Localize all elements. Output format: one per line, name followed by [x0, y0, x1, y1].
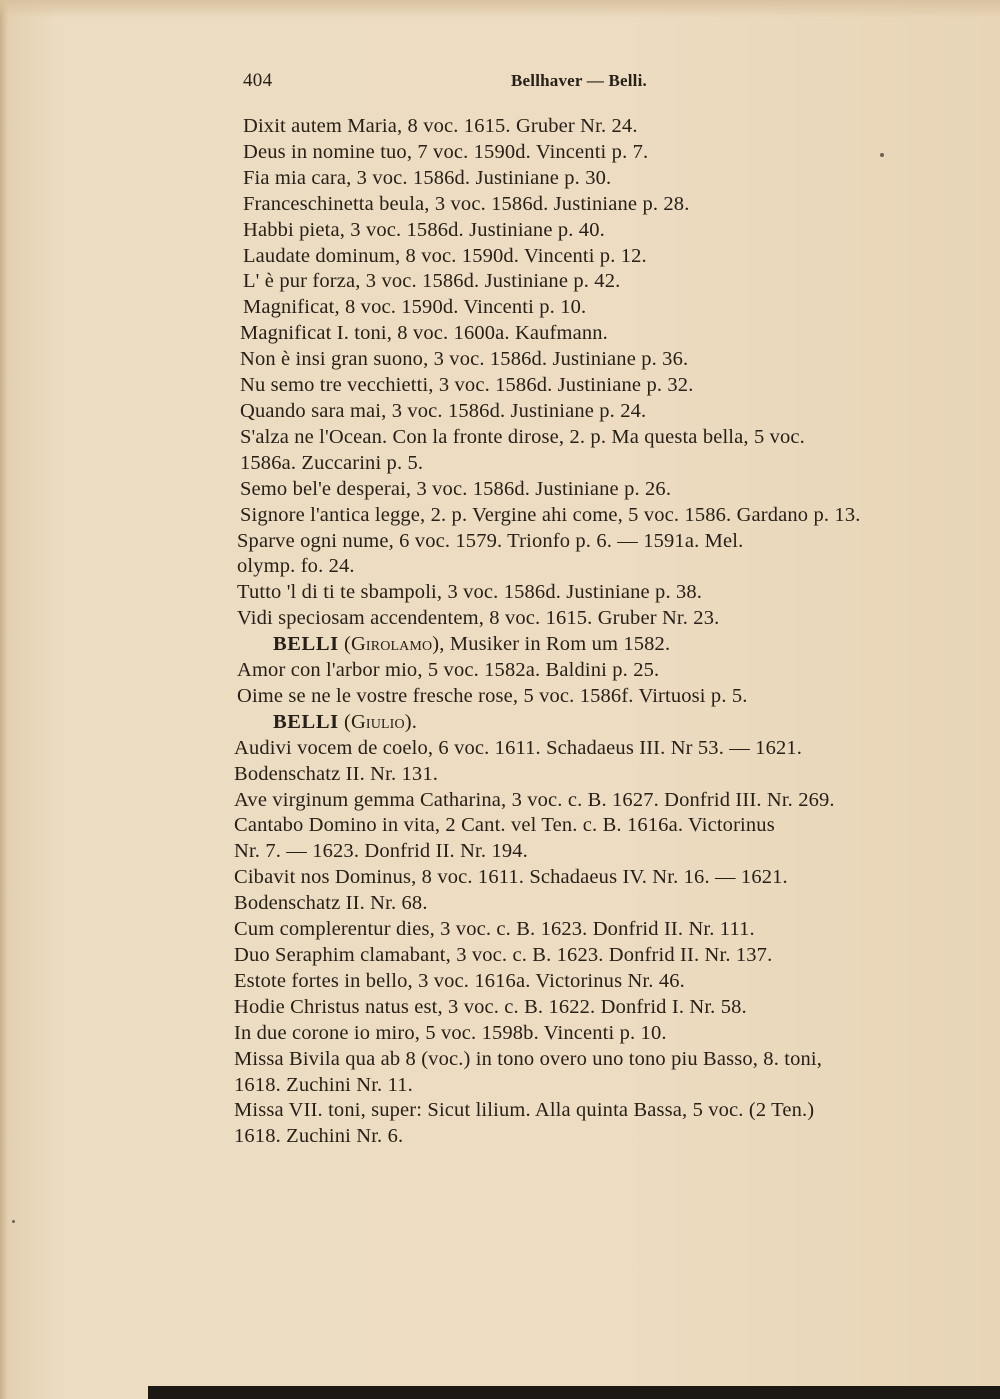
composer-description: . — [411, 710, 418, 733]
page-top-edge-shadow — [0, 0, 1000, 18]
catalog-entry: In due corone io miro, 5 voc. 1598b. Vincenti p. 10. — [234, 1021, 667, 1044]
catalog-entry: Missa VII. toni, super: Sicut lilium. Alla quinta Bassa, 5 voc. (2 Ten.) — [234, 1099, 815, 1122]
catalog-entry: Ave virginum gemma Catharina, 3 voc. c. B. 1627. Donfrid III. Nr. 269. — [234, 788, 835, 811]
catalog-entry: Vidi speciosam accendentem, 8 voc. 1615. Gruber Nr. 23. — [237, 607, 720, 630]
catalog-entry: Deus in nomine tuo, 7 voc. 1590d. Vincenti p. 7. — [243, 140, 649, 163]
catalog-entry: L' è pur forza, 3 voc. 1586d. Justiniane p. 42. — [243, 270, 621, 293]
catalog-entry: Oime se ne le vostre fresche rose, 5 voc. 1586f. Virtuosi p. 5. — [237, 684, 748, 707]
page-header — [243, 70, 943, 96]
catalog-entry: Cibavit nos Dominus, 8 voc. 1611. Schadaeus IV. Nr. 16. — 1621. — [234, 866, 788, 889]
catalog-entry-continuation: 1618. Zuchini Nr. 11. — [234, 1073, 413, 1096]
catalog-entry: Quando sara mai, 3 voc. 1586d. Justiniane p. 24. — [240, 399, 647, 422]
catalog-entry: Amor con l'arbor mio, 5 voc. 1582a. Baldini p. 25. — [237, 659, 660, 682]
composer-description: , Musiker in Rom um 1582. — [439, 633, 671, 656]
catalog-entry: Sparve ogni nume, 6 voc. 1579. Trionfo p. 6. — 1591a. Mel. — [237, 529, 744, 552]
catalog-entry: Cum complerentur dies, 3 voc. c. B. 1623. Donfrid II. Nr. 111. — [234, 918, 755, 941]
running-head: Bellhaver — Belli. — [511, 71, 647, 90]
composer-heading: BELLI (Giulio). — [273, 710, 418, 733]
catalog-entry: S'alza ne l'Ocean. Con la fronte dirose, 2. p. Ma questa bella, 5 voc. — [240, 425, 805, 448]
catalog-entry: Non è insi gran suono, 3 voc. 1586d. Justiniane p. 36. — [240, 348, 689, 371]
catalog-entry: Signore l'antica legge, 2. p. Vergine ahi come, 5 voc. 1586. Gardano p. 13. — [240, 503, 861, 526]
catalog-entry: Laudate dominum, 8 voc. 1590d. Vincenti p. 12. — [243, 244, 647, 267]
composer-heading: BELLI (Girolamo), Musiker in Rom um 1582. — [273, 633, 671, 656]
catalog-entry: Franceschinetta beula, 3 voc. 1586d. Justiniane p. 28. — [243, 192, 690, 215]
catalog-entry: Nu semo tre vecchietti, 3 voc. 1586d. Justiniane p. 32. — [240, 374, 694, 397]
catalog-entry: Estote fortes in bello, 3 voc. 1616a. Victorinus Nr. 46. — [234, 969, 685, 992]
catalog-entry-continuation: Bodenschatz II. Nr. 68. — [234, 892, 428, 915]
catalog-entry-continuation: Nr. 7. — 1623. Donfrid II. Nr. 194. — [234, 840, 528, 863]
composer-given-name: Girolamo — [350, 633, 433, 656]
composer-surname: BELLI — [273, 710, 339, 733]
catalog-entry: Missa Bivila qua ab 8 (voc.) in tono overo uno tono piu Basso, 8. toni, — [234, 1047, 823, 1070]
ink-speck — [880, 153, 884, 157]
catalog-entry: Semo bel'e desperai, 3 voc. 1586d. Justiniane p. 26. — [240, 477, 672, 500]
catalog-entry: Hodie Christus natus est, 3 voc. c. B. 1622. Donfrid I. Nr. 58. — [234, 995, 747, 1018]
catalog-entry: Dixit autem Maria, 8 voc. 1615. Gruber Nr. 24. — [243, 115, 638, 137]
catalog-entry: Habbi pieta, 3 voc. 1586d. Justiniane p. 40. — [243, 218, 605, 241]
catalog-entry: Tutto 'l di ti te sbampoli, 3 voc. 1586d. Justiniane p. 38. — [237, 581, 703, 604]
catalog-entries — [233, 114, 933, 1150]
catalog-entry: Magnificat I. toni, 8 voc. 1600a. Kaufmann. — [240, 322, 608, 345]
composer-surname: BELLI — [273, 633, 339, 656]
catalog-entry-continuation: Bodenschatz II. Nr. 131. — [234, 762, 438, 785]
ink-speck — [12, 1220, 15, 1223]
catalog-entry: Magnificat, 8 voc. 1590d. Vincenti p. 10. — [243, 296, 587, 319]
catalog-entry: Duo Seraphim clamabant, 3 voc. c. B. 1623. Donfrid II. Nr. 137. — [234, 944, 773, 966]
catalog-entry: Audivi vocem de coelo, 6 voc. 1611. Schadaeus III. Nr 53. — 1621. — [234, 736, 803, 759]
page-number: 404 — [243, 70, 273, 91]
catalog-entry: Fia mia cara, 3 voc. 1586d. Justiniane p. 30. — [243, 166, 612, 189]
catalog-entry-continuation: 1586a. Zuccarini p. 5. — [240, 451, 424, 474]
catalog-entry: Cantabo Domino in vita, 2 Cant. vel Ten. c. B. 1616a. Victorinus — [234, 814, 775, 837]
composer-given-name: Giulio — [350, 710, 405, 733]
page-left-edge-shadow — [0, 0, 8, 1399]
scan-bottom-bar — [148, 1386, 1000, 1399]
catalog-entry-continuation: olymp. fo. 24. — [237, 555, 355, 578]
catalog-entry-continuation: 1618. Zuchini Nr. 6. — [234, 1125, 404, 1148]
